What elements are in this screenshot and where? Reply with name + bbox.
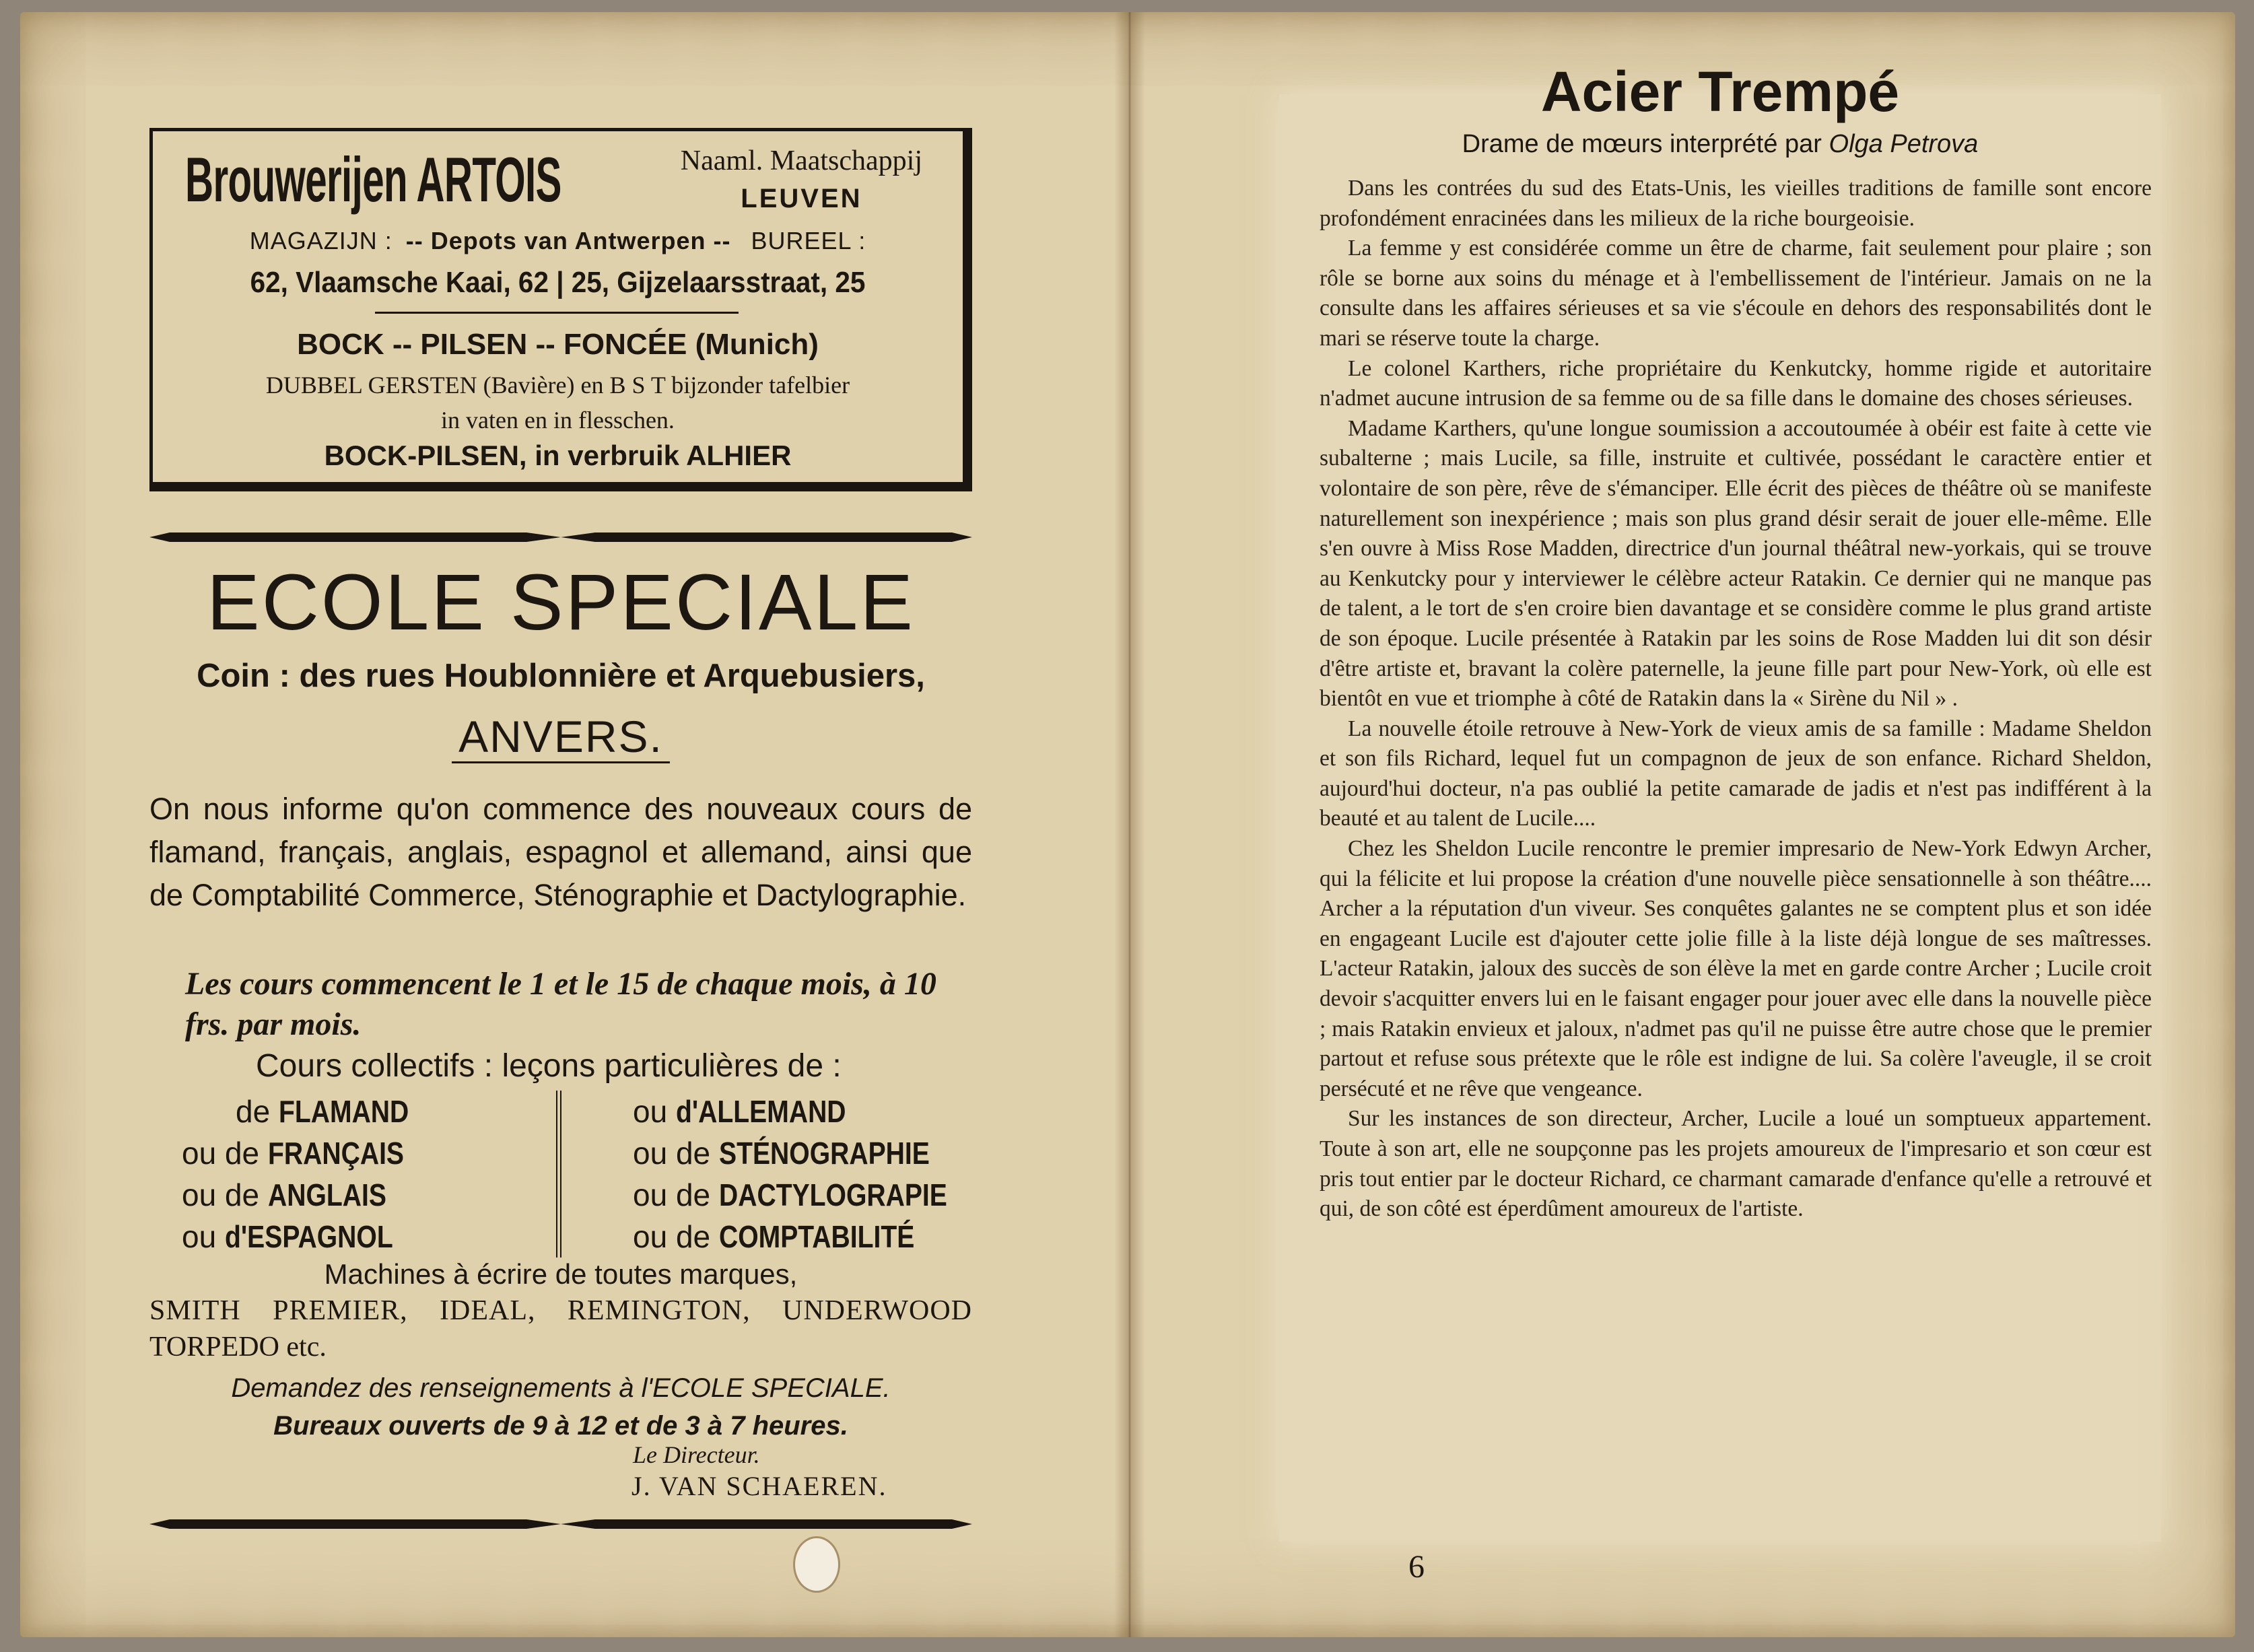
lang-right-item: [633, 1091, 988, 1132]
artois-line-2: in vaten en in flesschen.: [441, 407, 675, 434]
article-paragraph: Dans les contrées du sud des Etats-Unis, les vieilles traditions de famille sont encore profondément enracinées dans les milieux de la riche bourgeoisie.: [1320, 176, 2152, 231]
ecole-schedule: Les cours commencent le 1 et le 15 de chaque mois, à 10 frs. par mois.: [185, 966, 936, 1042]
lang-left-item: [182, 1132, 432, 1174]
ecole-typewriters: [149, 1256, 972, 1365]
lang-right-item: [633, 1216, 988, 1258]
lang-name: d'ALLEMAND: [675, 1094, 846, 1129]
artois-company-block: [681, 142, 922, 217]
artois-warehouse-line: [153, 227, 963, 255]
lang-prefix: ou de: [633, 1177, 711, 1212]
ornamental-rule-bottom: [149, 1519, 972, 1529]
lang-prefix: ou de: [633, 1219, 711, 1254]
ecole-courses-heading: Cours collectifs : leçons particulières de :: [256, 1048, 842, 1084]
punch-hole: [793, 1536, 840, 1593]
article-paragraph: Le colonel Karthers, riche propriétaire du Kenkutcky, homme rigide et autoritaire n'admet aucune intrusion de sa femme ou de sa fille dans le domaine des choses sérieuses.: [1320, 355, 2152, 411]
page-number: 6: [1408, 1549, 1425, 1585]
torpedo-line: TORPEDO etc.: [149, 1332, 327, 1363]
lang-prefix: ou: [182, 1219, 217, 1254]
lang-prefix: ou de: [182, 1136, 260, 1171]
lang-prefix: ou: [633, 1094, 668, 1129]
article-paragraph: Madame Karthers, qu'une longue soumission a accoutoumée à obéir est faite à cette vie subalterne ; mais Lucile, sa fille, instruite et cultivée, possédant le caractère entier et volontaire de son père, rêve de s'émanciper. Elle écrit des pièces de théâtre où se manifeste naturellement son inexpérience ; mais son plus grand désir serait de jouer elle-même. Elle s'en ouvre à Miss Rose Madden, directrice d'un journal théâtral new-yorkais, qui se trouve au Kenkutcky pour y interviewer le célèbre acteur Ratakin. Ce dernier qui ne manque pas de talent, a le tort de s'en croire bien davantage et se considère comme le plus grand artiste de son époque. Lucile présentée à Ratakin par les soins de Rose Madden lui dit son désir d'être artiste et, bravant la colère paternelle, la jeune fille part pour New-York, où elle est bientôt en vue et triomphe à côté de Ratakin dans la « Sirène du Nil » .: [1320, 415, 2152, 712]
subtitle-text: Drame de mœurs interprété par: [1462, 130, 1822, 158]
directeur-label: Le Directeur.: [633, 1441, 760, 1468]
article-paragraph: La femme y est considérée comme un être de charme, fait seulement pour plaire ; son rôle se borne aux soins du ménage et à l'embellissement de l'intérieur. Jamais on ne la consulte dans les affaires sérieuses et sa vie s'écoule en dehors des responsabilités dont le mari se réserve toute la charge.: [1320, 236, 2152, 351]
machines-line: Machines à écrire de toutes marques,: [324, 1258, 798, 1290]
artois-magazijn-label: MAGAZIJN :: [249, 227, 392, 254]
brands-line: SMITH PREMIER, IDEAL, REMINGTON, UNDERWOOD: [149, 1295, 972, 1326]
artois-city: LEUVEN: [741, 184, 862, 213]
artois-company-type: Naaml. Maatschappij: [680, 145, 922, 176]
artois-advertisement: [149, 128, 972, 491]
ecole-announcement: On nous informe qu'on commence des nouveaux cours de flamand, français, anglais, espagnol et allemand, ainsi que de Comptabilité Commerce, Sténographie et Dactylographie.: [149, 792, 972, 912]
lang-name: FRANÇAIS: [267, 1136, 404, 1171]
artois-address: 62, Vlaamsche Kaai, 62 | 25, Gijzelaarsstraat, 25: [250, 266, 866, 299]
lang-name: d'ESPAGNOL: [224, 1219, 393, 1254]
article-paragraph: Sur les instances de son directeur, Archer, Lucile a loué un somptueux appartement. Toute à son art, elle ne soupçonne pas les projets amoureux de l'impresario et son cœur est pris tout entier par le docteur Richard, ce charmant camarade d'enfance qu'elle a retrouvé et qui, de son côté est éperdûment amoureux de l'artiste.: [1320, 1106, 2152, 1222]
ecole-languages-right: [633, 1091, 988, 1258]
artois-brand-title: Brouwerijen ARTOIS: [185, 144, 561, 215]
actress-name: Olga Petrova: [1829, 130, 1979, 158]
ecole-contact: [149, 1369, 972, 1445]
lang-name: DACTYLOGRAPIE: [718, 1177, 947, 1212]
ecole-city: [149, 711, 972, 762]
lang-name: FLAMAND: [278, 1094, 409, 1129]
ornamental-rule-top: [149, 532, 972, 543]
artois-line-3: BOCK-PILSEN, in verbruik ALHIER: [324, 440, 792, 471]
ecole-languages-left: [182, 1091, 432, 1258]
center-fold: [1114, 12, 1145, 1637]
director-name: J. VAN SCHAEREN.: [631, 1471, 887, 1501]
artois-magazijn-value: -- Depots van Antwerpen --: [405, 227, 731, 254]
lang-left-item: [182, 1174, 432, 1216]
office-hours: Bureaux ouverts de 9 à 12 et de 3 à 7 heures.: [273, 1411, 848, 1441]
article-body: [1320, 174, 2152, 1225]
ecole-title: ECOLE SPECIALE: [207, 558, 915, 647]
demandez-line: Demandez des renseignements à l'ECOLE SPECIALE.: [231, 1373, 891, 1403]
lang-left-item: [182, 1216, 432, 1258]
lang-right-item: [633, 1132, 988, 1174]
lang-name: COMPTABILITÉ: [718, 1219, 915, 1254]
lang-right-item: [633, 1174, 988, 1216]
article-paragraph: La nouvelle étoile retrouve à New-York de vieux amis de sa famille : Madame Sheldon et son fils Richard, lequel fut un compagnon de jeux de son enfance. Richard Sheldon, aujourd'hui docteur, n'a pas oublié la petite camarade de jadis et n'est pas indifférent à la beauté et au talent de Lucile....: [1320, 716, 2152, 831]
lang-name: STÉNOGRAPHIE: [718, 1136, 930, 1171]
article-paragraph: Chez les Sheldon Lucile rencontre le premier impresario de New-York Edwyn Archer, qui la félicite et lui propose la création d'une nouvelle pièce sensationnelle à son théâtre.... Archer a la réputation d'un viveur. Ses conquêtes galantes ne se comptent plus et son idée en engageant Lucile est d'ajouter cette jolie fille à la liste déjà longue de ses maîtresses. L'acteur Ratakin, jaloux des succès de son élève la met en garde contre Archer ; Lucile croit devoir s'acquitter envers lui en le faisant engager pour jouer avec elle dans la nouvelle pièce ; mais Ratakin envieux et jaloux, n'admet pas qu'il ne puisse être autre chose que le premier partout et refuse sous prétexte que le rôle est indigne de lui. Sa colère l'aveugle, il se croit persécuté et ne rêve que vengeance.: [1320, 836, 2152, 1101]
ecole-address: Coin : des rues Houblonnière et Arquebusiers,: [197, 658, 925, 694]
lang-name: ANGLAIS: [267, 1177, 386, 1212]
lang-left-item: [182, 1091, 432, 1132]
article-subtitle: [1279, 130, 2161, 159]
lang-prefix: ou de: [182, 1177, 260, 1212]
artois-divider: [375, 312, 739, 314]
artois-bureel-label: BUREEL :: [751, 227, 866, 254]
article-title: Acier Trempé: [1540, 60, 1900, 123]
ecole-city-text: ANVERS.: [452, 712, 670, 763]
artois-beers: BOCK -- PILSEN -- FONCÉE (Munich): [297, 328, 819, 361]
languages-divider: [556, 1091, 561, 1258]
lang-prefix: ou de: [633, 1136, 711, 1171]
lang-prefix: de: [236, 1094, 271, 1129]
artois-line-1: DUBBEL GERSTEN (Bavière) en B S T bijzonder tafelbier: [265, 372, 850, 399]
